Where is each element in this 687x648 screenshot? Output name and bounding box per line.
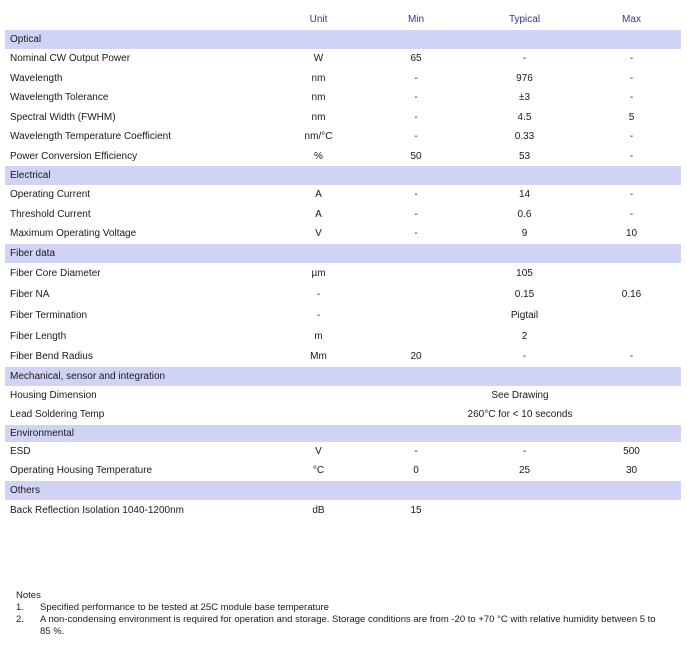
min-cell: -	[414, 111, 418, 123]
section-others: Others	[5, 481, 681, 500]
typical-cell: 0.33	[514, 131, 535, 143]
param-name: Operating Current	[10, 189, 91, 201]
param-name: Fiber Bend Radius	[10, 351, 93, 362]
header-unit: Unit	[309, 13, 328, 25]
param-name: Wavelength	[10, 72, 63, 84]
unit-cell: m	[314, 330, 323, 342]
min-cell: 50	[410, 150, 422, 162]
table-row	[5, 284, 681, 305]
max-cell: 30	[625, 465, 638, 477]
max-cell: 0.16	[621, 288, 642, 300]
header-max: Max	[622, 13, 641, 25]
table-row	[5, 500, 681, 521]
max-cell: -	[629, 351, 634, 362]
table-row	[5, 305, 681, 326]
section-fiber: Fiber data	[5, 244, 681, 263]
min-cell: -	[414, 72, 418, 84]
unit-cell: nm	[311, 72, 326, 84]
min-cell: -	[414, 228, 418, 240]
table-row	[5, 49, 681, 69]
notes-title: Notes	[16, 590, 41, 601]
max-cell: -	[629, 150, 634, 162]
param-name: Fiber Length	[10, 330, 67, 342]
typical-cell: 0.15	[514, 288, 535, 300]
param-name: Back Reflection Isolation 1040-1200nm	[10, 504, 184, 516]
table-row	[5, 386, 681, 406]
table-header	[5, 8, 681, 30]
min-cell: 20	[410, 351, 422, 362]
typical-cell: -	[522, 445, 527, 457]
param-name: Wavelength Temperature Coefficient	[10, 131, 172, 143]
min-cell: -	[414, 445, 418, 457]
table-row	[5, 69, 681, 89]
table-row	[5, 224, 681, 244]
typical-cell: -	[522, 53, 527, 65]
table-row	[5, 185, 681, 205]
unit-cell: A	[315, 189, 322, 201]
max-cell: -	[629, 92, 634, 104]
table-row	[5, 442, 681, 462]
max-cell: 10	[625, 228, 638, 240]
note-number: 1.	[16, 602, 24, 613]
param-name: Power Conversion Efficiency	[10, 150, 138, 162]
max-cell: 5	[628, 111, 635, 123]
table-row	[5, 263, 681, 284]
table-row	[5, 461, 681, 481]
section-mechanical: Mechanical, sensor and integration	[5, 367, 681, 386]
header-typical: Typical	[508, 13, 541, 25]
min-cell: -	[414, 189, 418, 201]
unit-cell: nm	[311, 92, 326, 104]
typical-cell: Pigtail	[510, 309, 539, 321]
typical-cell: 53	[518, 150, 531, 162]
param-name: Fiber NA	[10, 288, 50, 300]
section-optical: Optical	[5, 30, 681, 49]
typical-cell: 4.5	[517, 111, 532, 123]
param-name: Threshold Current	[10, 208, 91, 220]
unit-cell: Mm	[310, 351, 327, 362]
note-item	[16, 602, 656, 614]
unit-cell: µm	[311, 267, 326, 279]
param-name: Nominal CW Output Power	[10, 53, 131, 65]
table-row	[5, 147, 681, 167]
spec-table	[5, 8, 681, 521]
typical-cell: ±3	[518, 92, 531, 104]
note-text: A non-condensing environment is required for operation and storage. Storage conditions are from -20 to +70 °C with relative humidity between 5 to 85 %.	[40, 614, 656, 637]
unit-cell: nm	[311, 111, 326, 123]
unit-cell: V	[315, 445, 322, 457]
typical-cell: 25	[518, 465, 531, 477]
typical-cell: See Drawing	[491, 389, 549, 401]
typical-cell: 260°C for < 10 seconds	[467, 409, 573, 421]
min-cell: 15	[410, 504, 422, 516]
param-name: ESD	[10, 445, 31, 457]
typical-cell: 0.6	[517, 208, 532, 220]
typical-cell: 9	[521, 228, 528, 240]
max-cell: 500	[623, 445, 640, 457]
table-row	[5, 326, 681, 347]
note-number: 2.	[16, 614, 24, 625]
typical-cell: 976	[516, 72, 533, 84]
unit-cell: W	[313, 53, 324, 65]
unit-cell: °C	[312, 465, 325, 477]
unit-cell: %	[314, 150, 323, 162]
note-item	[16, 614, 656, 638]
unit-cell: -	[316, 309, 321, 321]
min-cell: -	[414, 92, 418, 104]
max-cell: -	[629, 208, 634, 220]
table-row	[5, 405, 681, 425]
table-row	[5, 127, 681, 147]
notes-block	[16, 590, 656, 638]
max-cell: -	[629, 53, 634, 65]
param-name: Lead Soldering Temp	[10, 409, 105, 421]
param-name: Maximum Operating Voltage	[10, 228, 137, 240]
unit-cell: nm/°C	[304, 131, 333, 143]
min-cell: 0	[413, 465, 419, 477]
param-name: Operating Housing Temperature	[10, 465, 153, 477]
section-environmental: Environmental	[5, 425, 681, 442]
unit-cell: V	[315, 228, 322, 240]
param-name: Wavelength Tolerance	[10, 92, 109, 104]
section-electrical: Electrical	[5, 166, 681, 185]
typical-cell: -	[522, 351, 527, 362]
unit-cell: dB	[312, 504, 325, 516]
typical-cell: 105	[516, 267, 533, 279]
unit-cell: -	[316, 288, 321, 300]
table-row	[5, 347, 681, 367]
param-name: Spectral Width (FWHM)	[10, 111, 116, 123]
min-cell: -	[414, 208, 418, 220]
typical-cell: 14	[518, 189, 531, 201]
max-cell: -	[629, 189, 634, 201]
unit-cell: A	[315, 208, 322, 220]
param-name: Fiber Core Diameter	[10, 267, 101, 279]
header-min: Min	[407, 13, 425, 25]
max-cell: -	[629, 131, 634, 143]
max-cell: -	[629, 72, 634, 84]
table-row	[5, 205, 681, 225]
min-cell: 65	[410, 53, 422, 65]
min-cell: -	[414, 131, 418, 143]
table-row	[5, 108, 681, 128]
table-row	[5, 88, 681, 108]
param-name: Fiber Termination	[10, 309, 88, 321]
note-text: Specified performance to be tested at 25C module base temperature	[40, 602, 329, 613]
typical-cell: 2	[521, 330, 528, 342]
param-name: Housing Dimension	[10, 389, 97, 401]
